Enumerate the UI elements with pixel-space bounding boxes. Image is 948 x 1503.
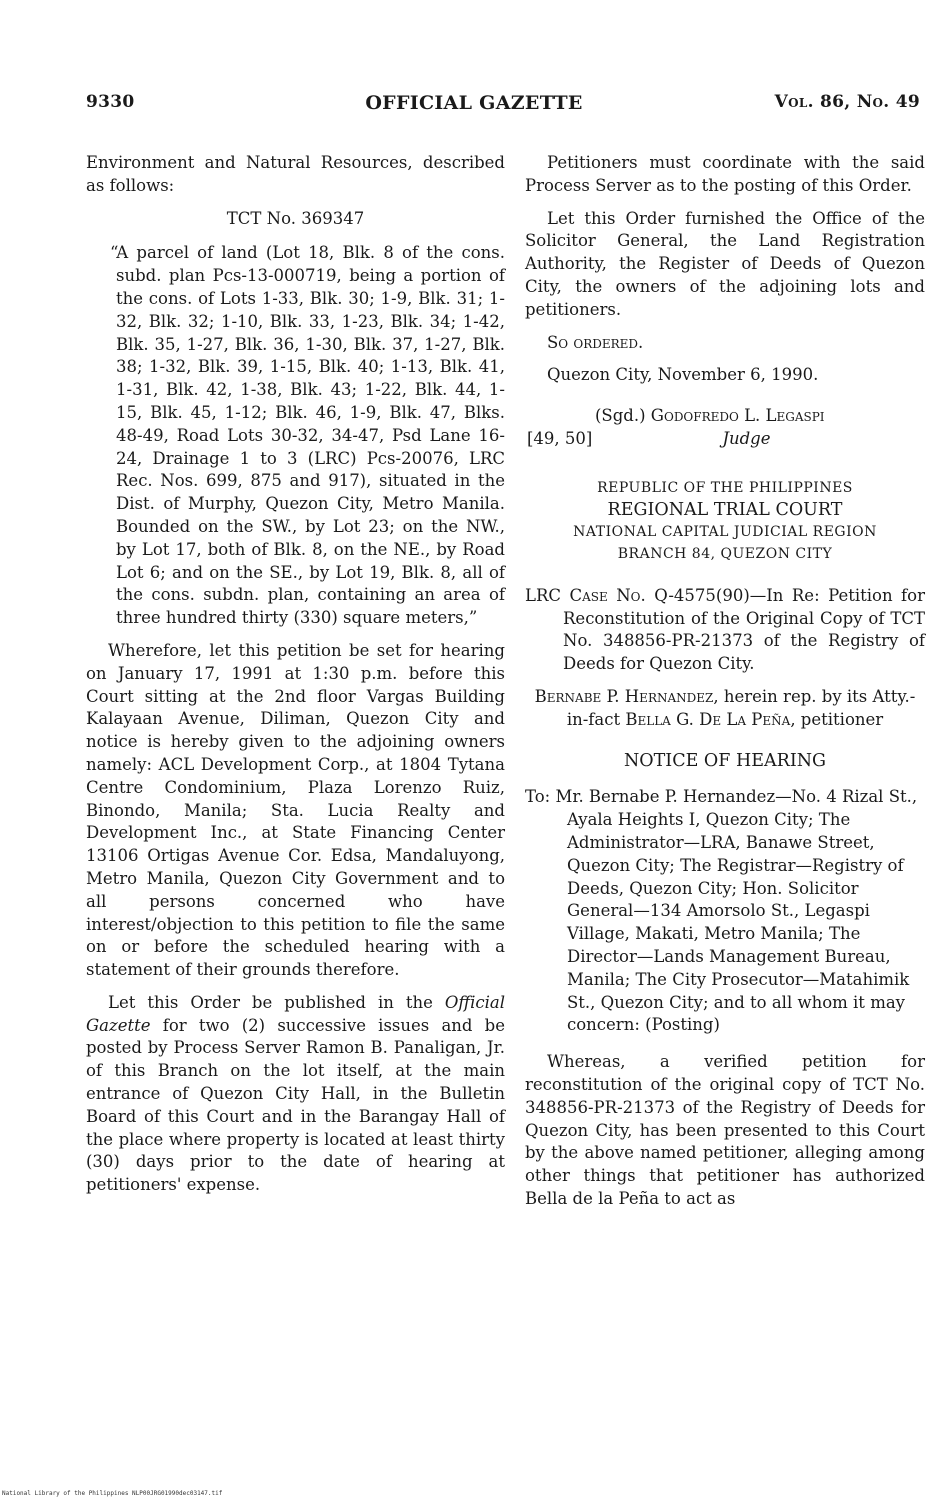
judge-title: Judge (722, 428, 771, 448)
petitioner-rep: , herein rep. by its Atty.-in-fact (566, 686, 916, 729)
court-branch: BRANCH 84, QUEZON CITY (617, 545, 833, 562)
addressee-list: Mr. Bernabe P. Hernandez—No. 4 Rizal St., Ayala Heights I, Quezon City; The Administrator—LRA, Banawe Street, Quezon City; The Registrar—Registry of Deeds, Quezon City; Hon. Solicitor General—134 Amorsolo St., Legaspi Village, Makati, Metro Manila; The Director—Lands Management Bureau, Manila; The City Prosecutor—Matahimik St., Quezon City; and to all whom it may concern: (Posting) (555, 787, 918, 1035)
signature-line (525, 405, 925, 428)
court-heading (525, 477, 925, 565)
judge-name: Godofredo L. Legaspi (650, 406, 825, 426)
wherefore-paragraph: Wherefore, let this petition be set for hearing on January 17, 1991 at 1:30 p.m. before this Court sitting at the 2nd floor Vargas Building Kalayaan Avenue, Diliman, Quezon City and notice is hereby given to the adjoining owners namely: ACL Development Corp., at 1804 Tytana Centre Condominium, Plaza Lorenzo Ruiz, Binondo, Manila; Sta. Lucia Realty and Development Inc., at State Financing Center 13106 Ortigas Avenue Cor. Edsa, Mandaluyong, Metro Manila, Quezon City Government and to all persons concerned who have interest/objection to this petition to file the same on or before the scheduled hearing with a statement of their grounds therefore. (86, 640, 505, 980)
furnish-paragraph: Let this Order furnished the Office of the Solicitor General, the Land Registration Authority, the Register of Deeds of Quezon City, the owners of the adjoining lots and petitioners. (525, 208, 925, 319)
parties-caption (525, 686, 925, 732)
whereas-paragraph: Whereas, a verified petition for reconstitution of the original copy of TCT No. 348856-PR-21373 of the Registry of Deeds for Quezon City, has been presented to this Court by the above named petitioner, alleging among other things that petitioner has authorized Bella de la Peña to act as (525, 1052, 925, 1208)
case-number: LRC Case No. Q-4575(90) (525, 585, 750, 605)
right-column (525, 152, 925, 1221)
tct-heading: TCT No. 369347 (226, 208, 365, 228)
court-region: NATIONAL CAPITAL JUDICIAL REGION (573, 523, 877, 540)
notice-title: NOTICE OF HEARING (623, 750, 827, 771)
publication-name: Official Gazette (86, 992, 505, 1035)
coordinate-paragraph: Petitioners must coordinate with the said Process Server as to the posting of this Order. (525, 153, 925, 195)
publication-order-text-b: for two (2) successive issues and be posted by Process Server Ramon B. Panaligan, Jr. of this Branch on the lot itself, at the main entrance of Quezon City Hall, in the Bulletin Board of this Court and in the Barangay Hall of the place where property is located at least thirty (30) days prior to the date of hearing at petitioners' expense. (86, 1015, 505, 1195)
intro-paragraph: Environment and Natural Resources, described as follows: (86, 153, 505, 195)
so-ordered: So ordered. (547, 332, 644, 352)
signature-block (525, 405, 925, 451)
publication-title: OFFICIAL GAZETTE (365, 92, 583, 114)
petitioner-name: Bernabe P. Hernandez (534, 686, 714, 706)
page-number: 9330 (86, 92, 135, 112)
notice-addressees (525, 786, 925, 1037)
to-label: To: (525, 787, 556, 807)
court-republic: REPUBLIC OF THE PHILIPPINES (597, 479, 853, 496)
scan-footer: National Library of the Philippines NLP00JRG01990dec03147.tif (2, 1490, 223, 1497)
publication-order-paragraph (86, 992, 505, 1197)
case-caption (525, 585, 925, 676)
parcel-description: “A parcel of land (Lot 18, Blk. 8 of the cons. subd. plan Pcs-13-000719, being a portion of the cons. of Lots 1-33, Blk. 30; 1-9, Blk. 31; 1-32, Blk. 32; 1-10, Blk. 33, 1-23, Blk. 34; 1-42, Blk. 35, 1-27, Blk. 36, 1-30, Blk. 37, 1-27, Blk. 38; 1-32, Blk. 39, 1-15, Blk. 40; 1-13, Blk. 41, 1-31, Blk. 42, 1-38, Blk. 43; 1-22, Blk. 44, 1-15, Blk. 45, 1-12; Blk. 46, 1-9, Blk. 47, Blks. 48-49, Road Lots 30-32, 34-47, Psd Lane 16-24, Drainage 1 to 3 (LRC) Pcs-20076, LRC Rec. Nos. 699, 875 and 917), situated in the Dist. of Murphy, Quezon City, Metro Manila. Bounded on the SW., by Lot 23; on the NW., by Lot 17, both of Blk. 8, on the NE., by Road Lot 6; and on the SE., by Lot 19, Blk. 8, all of the cons. subdn. plan, containing an area of three hundred thirty (330) square meters,” (110, 243, 505, 628)
left-column (86, 152, 505, 1207)
attorney-name: Bella G. De La Peña (625, 709, 791, 729)
court-name: REGIONAL TRIAL COURT (607, 499, 843, 520)
volume-issue: Vol. 86, No. 49 (774, 92, 920, 112)
petitioner-role: , petitioner (790, 709, 884, 729)
sgd-label: (Sgd.) (595, 406, 651, 426)
issue-reference: [49, 50] (527, 428, 593, 448)
case-description: —In Re: Petition for Reconstitution of the Original Copy of TCT No. 348856-PR-21373 of the Registry of Deeds for Quezon City. (563, 585, 925, 674)
publication-order-text-a: Let this Order be published in the (108, 992, 445, 1012)
signature-subline (525, 428, 925, 451)
order-date: Quezon City, November 6, 1990. (547, 365, 819, 385)
